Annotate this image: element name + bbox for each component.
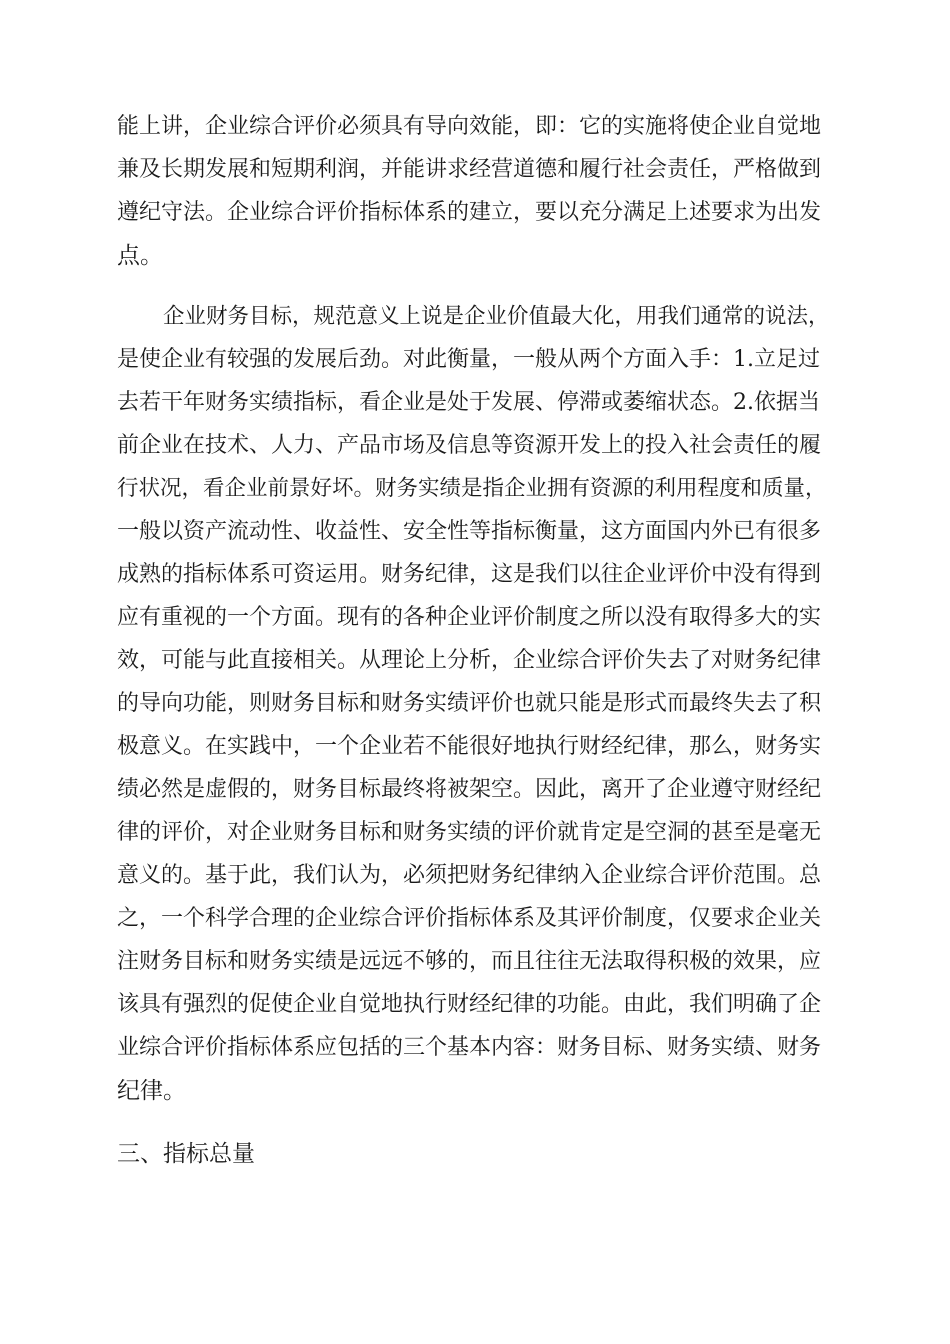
paragraph-2-line-15: 之，一个科学合理的企业综合评价指标体系及其评价制度，仅要求企业关 — [117, 906, 822, 931]
paragraph-2-line-3: 去若干年财务实绩指标，看企业是处于发展、停滞或萎缩状态。2.依据当 — [117, 390, 820, 415]
paragraph-2-line-18: 业综合评价指标体系应包括的三个基本内容：财务目标、财务实绩、财务 — [117, 1035, 822, 1060]
paragraph-1-line-2: 兼及长期发展和短期利润，并能讲求经营道德和履行社会责任，严格做到 — [117, 157, 822, 182]
paragraph-2-line-12: 绩必然是虚假的，财务目标最终将被架空。因此，离开了企业遵守财经纪 — [117, 777, 822, 802]
paragraph-2-line-10: 的导向功能，则财务目标和财务实绩评价也就只能是形式而最终失去了积 — [117, 691, 822, 716]
paragraph-2-line-14: 意义的。基于此，我们认为，必须把财务纪律纳入企业综合评价范围。总 — [117, 863, 822, 888]
paragraph-2-line-5: 行状况，看企业前景好坏。财务实绩是指企业拥有资源的利用程度和质量， — [117, 476, 827, 501]
paragraph-1-line-1: 能上讲，企业综合评价必须具有导向效能，即：它的实施将使企业自觉地 — [117, 114, 822, 139]
paragraph-2-line-19: 纪律。 — [117, 1078, 186, 1104]
paragraph-2-line-2: 是使企业有较强的发展后劲。对此衡量，一般从两个方面入手：1.立足过 — [117, 347, 820, 372]
paragraph-1-line-3: 遵纪守法。企业综合评价指标体系的建立，要以充分满足上述要求为出发 — [117, 200, 822, 225]
paragraph-2-line-4: 前企业在技术、人力、产品市场及信息等资源开发上的投入社会责任的履 — [117, 433, 822, 458]
paragraph-2-line-6: 一般以资产流动性、收益性、安全性等指标衡量，这方面国内外已有很多 — [117, 519, 822, 544]
paragraph-2-line-8: 应有重视的一个方面。现有的各种企业评价制度之所以没有取得多大的实 — [117, 605, 822, 630]
paragraph-2-line-13: 律的评价，对企业财务目标和财务实绩的评价就肯定是空洞的甚至是毫无 — [117, 820, 822, 845]
section-heading: 三、指标总量 — [117, 1141, 255, 1167]
paragraph-2-line-9: 效，可能与此直接相关。从理论上分析，企业综合评价失去了对财务纪律 — [117, 648, 822, 673]
paragraph-2-line-16: 注财务目标和财务实绩是远远不够的，而且往往无法取得积极的效果，应 — [117, 949, 822, 974]
paragraph-2-line-11: 极意义。在实践中，一个企业若不能很好地执行财经纪律，那么，财务实 — [117, 734, 822, 759]
paragraph-2-line-1: 企业财务目标，规范意义上说是企业价值最大化，用我们通常的说法， — [163, 304, 830, 329]
paragraph-1-line-4: 点。 — [117, 243, 163, 269]
paragraph-2-line-17: 该具有强烈的促使企业自觉地执行财经纪律的功能。由此，我们明确了企 — [117, 992, 822, 1017]
paragraph-2-line-7: 成熟的指标体系可资运用。财务纪律，这是我们以往企业评价中没有得到 — [117, 562, 822, 587]
